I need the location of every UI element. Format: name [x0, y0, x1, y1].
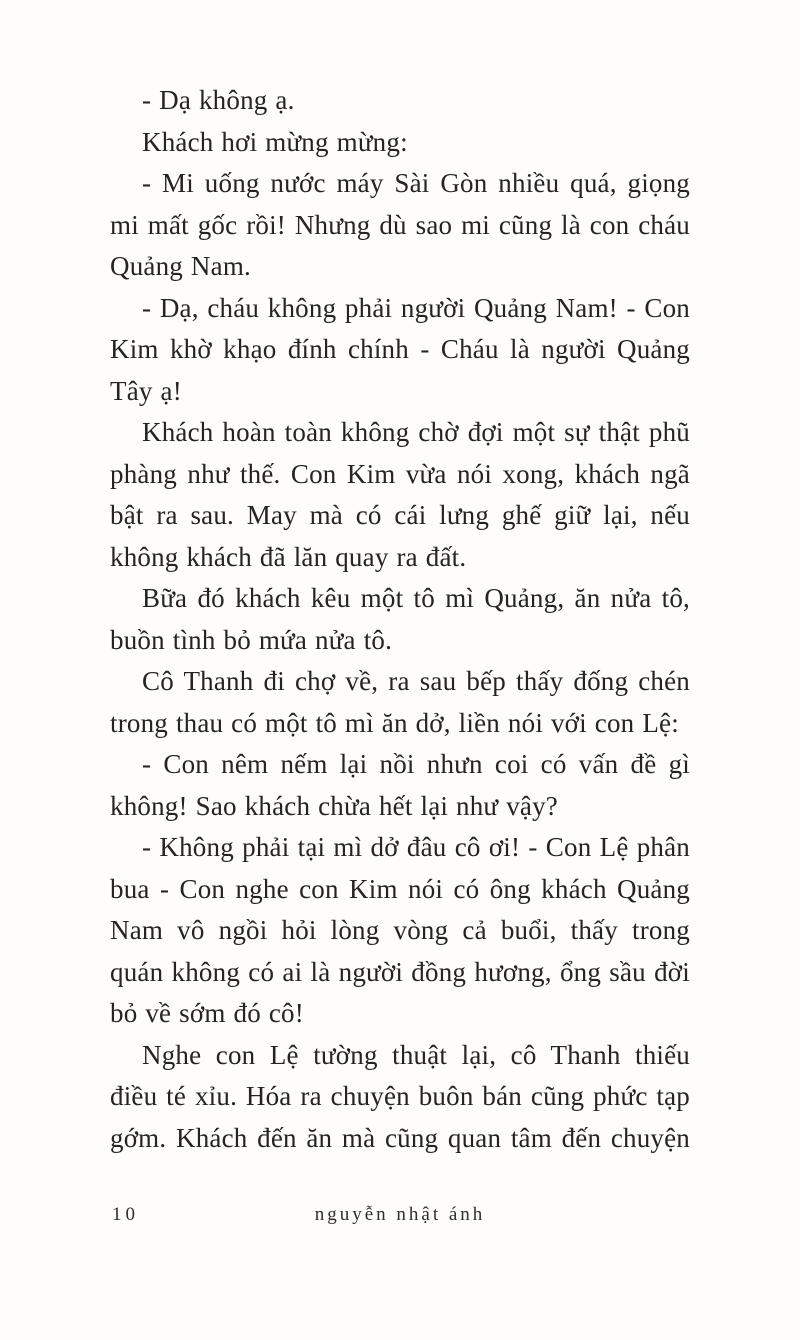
paragraph: - Con nêm nếm lại nồi nhưn coi có vấn đề gì không! Sao khách chừa hết lại như vậy? — [110, 749, 690, 821]
paragraph: - Dạ không ạ. — [142, 85, 295, 115]
paragraph: Cô Thanh đi chợ về, ra sau bếp thấy đống chén trong thau có một tô mì ăn dở, liền nói với con Lệ: — [110, 666, 690, 738]
paragraph: Khách hơi mừng mừng: — [142, 126, 408, 157]
page-number: 10 — [112, 1204, 139, 1225]
paragraph: - Dạ, cháu không phải người Quảng Nam! - Con Kim khờ khạo đính chính - Cháu là người Quảng Tây ạ! — [110, 292, 690, 406]
page-footer — [0, 1204, 800, 1234]
paragraph: - Không phải tại mì dở đâu cô ơi! - Con Lệ phân bua - Con nghe con Kim nói có ông khách Quảng Nam vô ngồi hỏi lòng vòng cả buổi, thấy trong quán không có ai là người đồng hương, ổng sầu đời bỏ về sớm đó cô! — [110, 832, 690, 1028]
paragraph: Bữa đó khách kêu một tô mì Quảng, ăn nửa tô, buồn tình bỏ mứa nửa tô. — [110, 583, 690, 655]
paragraph: Nghe con Lệ tường thuật lại, cô Thanh thiếu điều té xỉu. Hóa ra chuyện buôn bán cũng phức tạp gớm. Khách đến ăn mà cũng quan tâm đến chuyện — [110, 1039, 690, 1153]
paragraph: Khách hoàn toàn không chờ đợi một sự thật phũ phàng như thế. Con Kim vừa nói xong, khách ngã bật ra sau. May mà có cái lưng ghế giữ lại, nếu không khách đã lăn quay ra đất. — [110, 417, 690, 572]
paragraph: - Mi uống nước máy Sài Gòn nhiều quá, giọng mi mất gốc rồi! Nhưng dù sao mi cũng là con cháu Quảng Nam. — [110, 168, 690, 281]
text-block — [110, 80, 690, 1159]
running-title-author: nguyễn nhật ánh — [314, 1204, 486, 1225]
